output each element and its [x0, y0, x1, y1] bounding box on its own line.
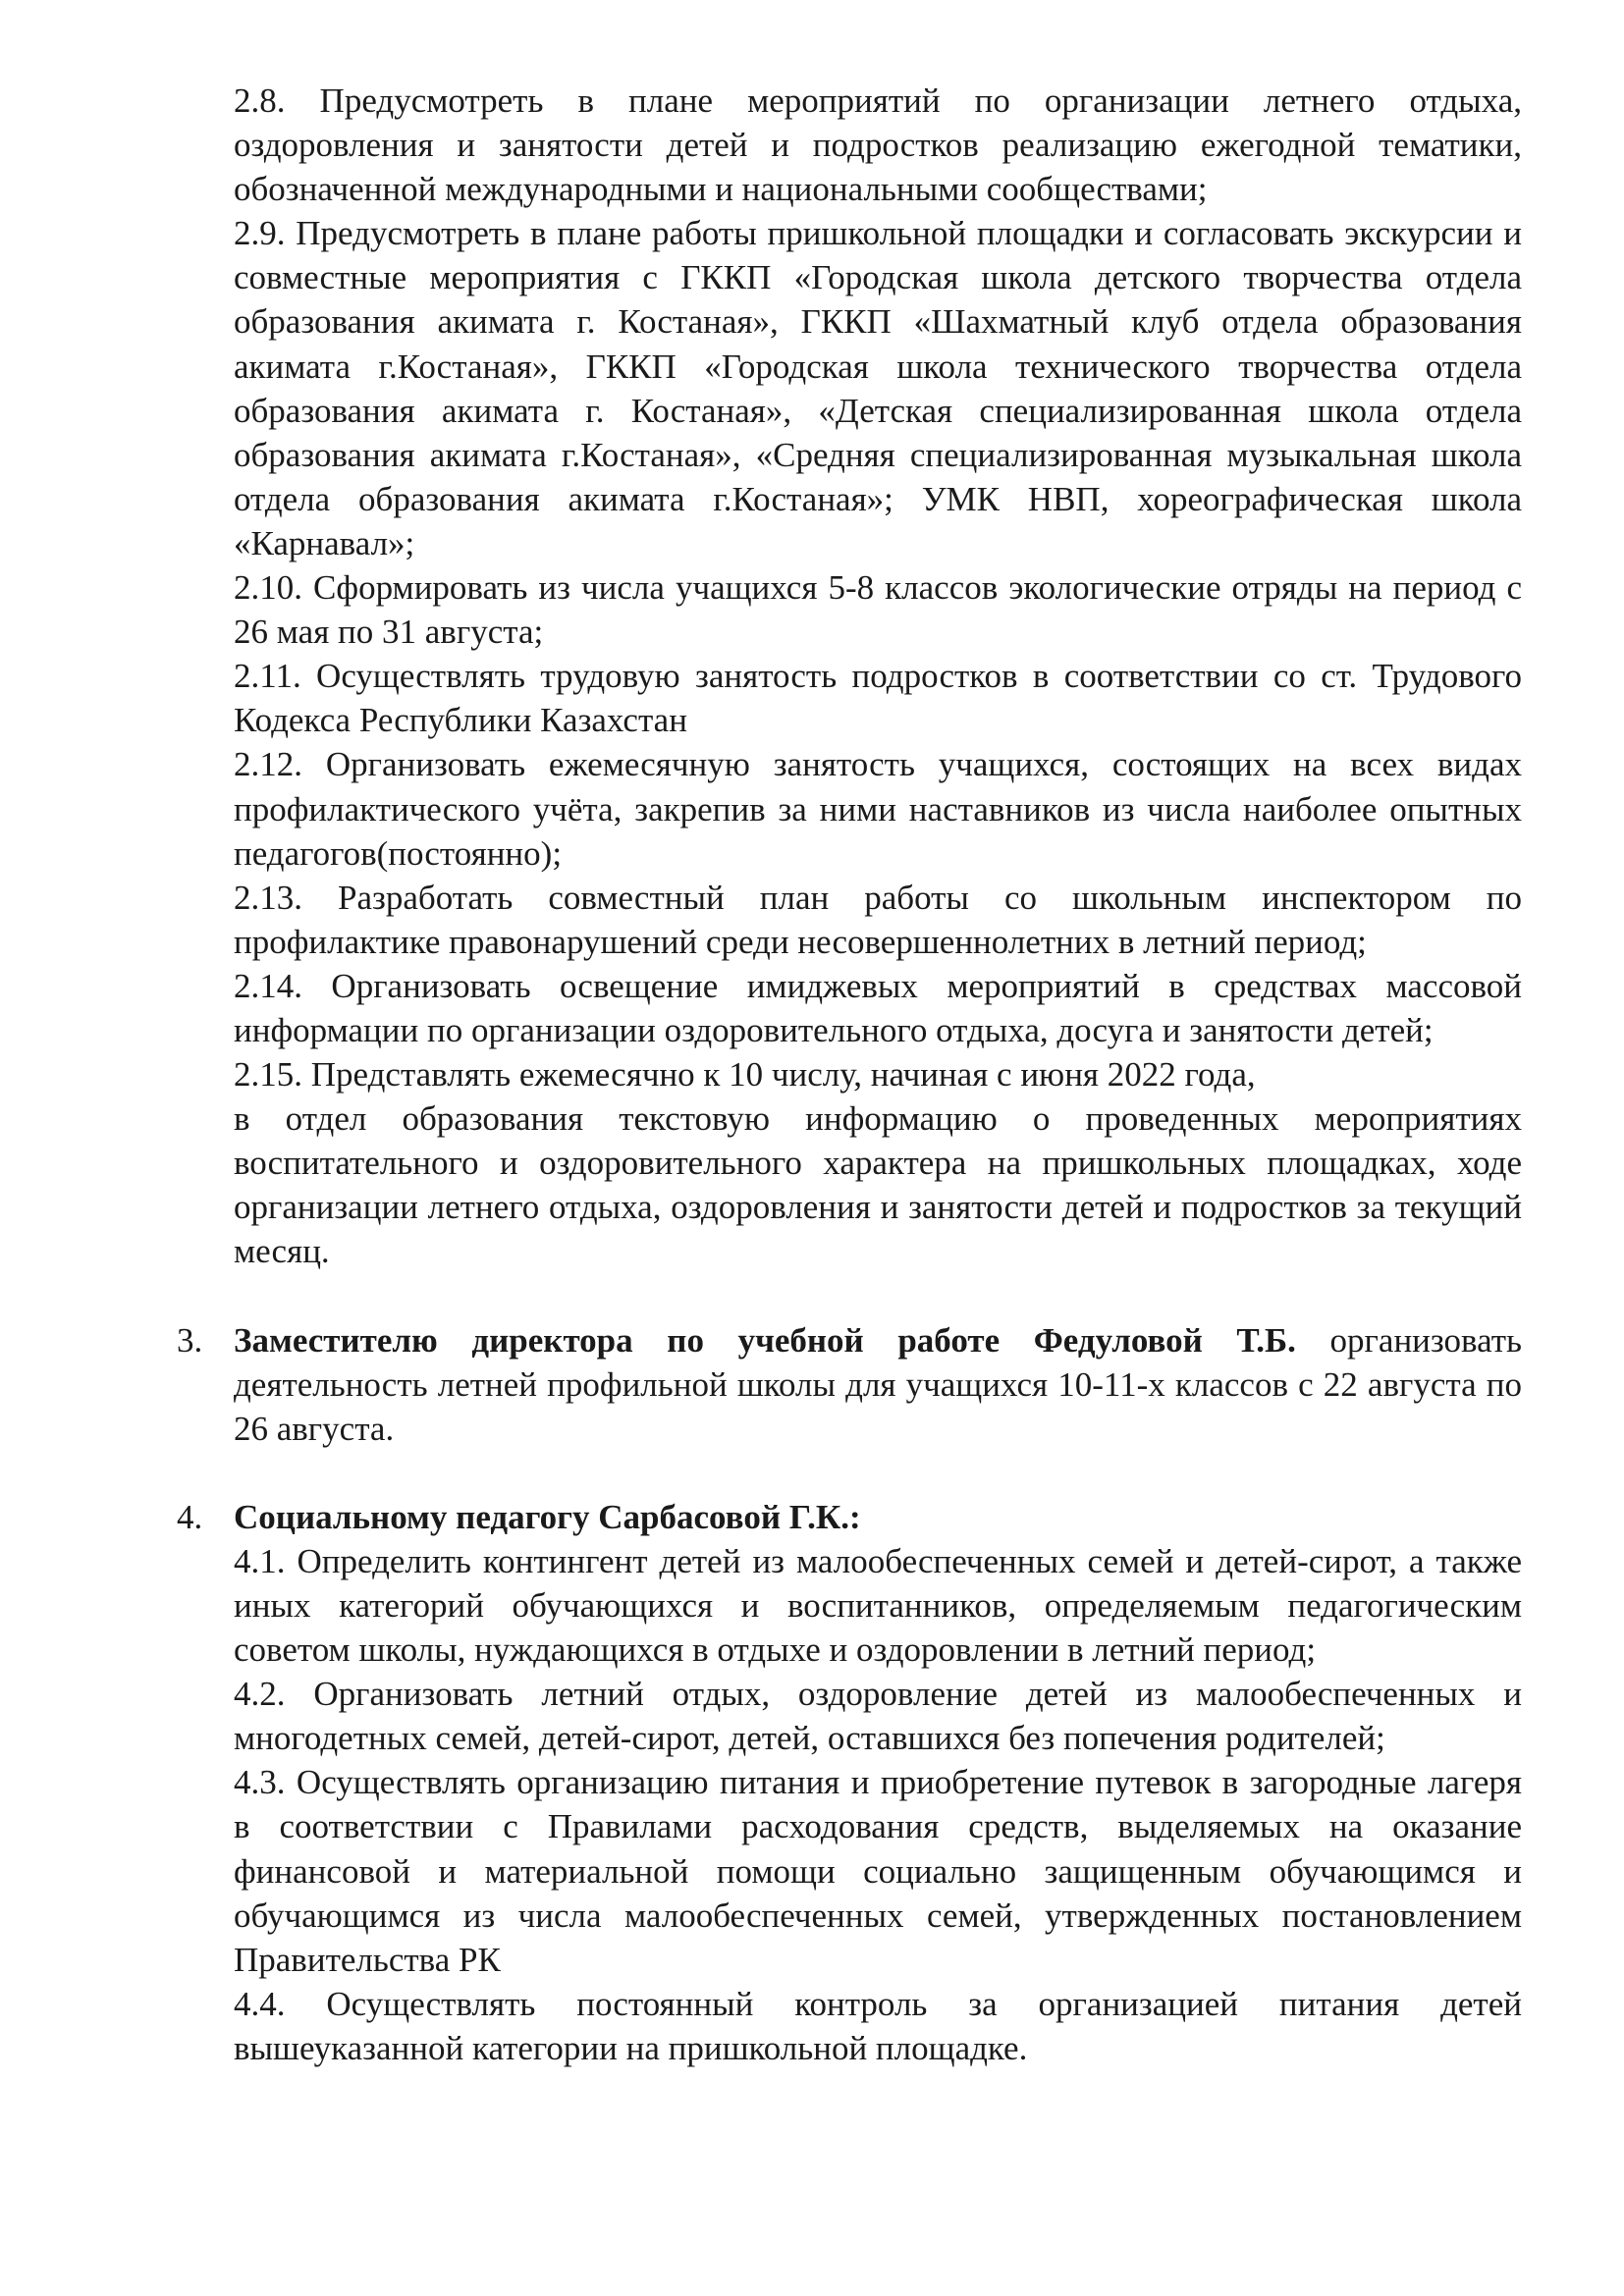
section-3-instruction: организовать деятельность летней профильной школы для учащихся 10-11-х классов с 22 августа по 26 августа.	[234, 1320, 1522, 1448]
item-2-10: 2.10. Сформировать из числа учащихся 5-8 классов экологические отряды на период с 26 мая по 31 августа;	[234, 568, 1522, 652]
item-2-9: 2.9. Предусмотреть в плане работы пришкольной площадки и согласовать экскурсии и совместные мероприятия с ГККП «Городская школа детского творчества отдела образования акимата г. Костаная», ГККП «Шахматный клуб отдела образования акимата г.Костаная», ГККП «Городская школа технического творчества отдела образования акимата г. Костаная», «Детская специализированная школа отдела образования акимата г.Костаная», «Средняя специализированная музыкальная школа отдела образования акимата г.Костаная»; УМК НВП, хореографическая школа «Карнавал»;	[234, 214, 1522, 562]
item-2-8: 2.8. Предусмотреть в плане мероприятий по организации летнего отдыха, оздоровления и занятости детей и подростков реализацию ежегодной тематики, обозначенной международными и национальными сообществами;	[234, 81, 1522, 209]
item-2-15-continuation: в отдел образования текстовую информацию о проведенных мероприятиях воспитательного и оздоровительного характера на пришкольных площадках, ходе организации летнего отдыха, оздоровления и занятости детей и подростков за текущий месяц.	[234, 1099, 1522, 1271]
document-body	[177, 79, 1522, 2070]
item-4-1: 4.1. Определить контингент детей из малообеспеченных семей и детей-сирот, а также иных категорий обучающихся и воспитанников, определяемым педагогическим советом школы, нуждающихся в отдыхе и оздоровлении в летний период;	[234, 1541, 1522, 1670]
section-3-number: 3.	[177, 1320, 203, 1360]
section-4-heading: Социальному педагогу Сарбасовой Г.К.:	[234, 1497, 861, 1536]
section-3-text	[234, 1318, 1522, 1451]
item-2-12: 2.12. Организовать ежемесячную занятость учащихся, состоящих на всех видах профилактического учёта, закрепив за ними наставников из числа наиболее опытных педагогов(постоянно);	[234, 745, 1522, 873]
item-2-11: 2.11. Осуществлять трудовую занятость подростков в соответствии со ст. Трудового Кодекса Республики Казахстан	[234, 657, 1522, 740]
item-4-2: 4.2. Организовать летний отдых, оздоровление детей из малообеспеченных и многодетных семей, детей-сирот, детей, оставшихся без попечения родителей;	[234, 1675, 1522, 1758]
item-2-14: 2.14. Организовать освещение имиджевых мероприятий в средствах массовой информации по организации оздоровительного отдыха, досуга и занятости детей;	[234, 966, 1522, 1049]
item-4-3: 4.3. Осуществлять организацию питания и приобретение путевок в загородные лагеря в соответствии с Правилами расходования средств, выделяемых на оказание финансовой и материальной помощи социально защищенным обучающимся и обучающимся из числа малообеспеченных семей, утвержденных постановлением Правительства РК	[234, 1763, 1522, 1979]
item-2-13: 2.13. Разработать совместный план работы со школьным инспектором по профилактике правонарушений среди несовершеннолетних в летний период;	[234, 878, 1522, 961]
item-2-15-first-line: 2.15. Представлять ежемесячно к 10 числу, начиная с июня 2022 года,	[234, 1055, 1256, 1095]
section-4-number: 4.	[177, 1497, 203, 1536]
item-4-4: 4.4. Осуществлять постоянный контроль за организацией питания детей вышеуказанной категории на пришкольной площадке.	[234, 1984, 1522, 2067]
spacer	[234, 1274, 1522, 1318]
section-4	[177, 1495, 1522, 2070]
spacer	[234, 1451, 1522, 1495]
section-3-addressee: Заместителю директора по учебной работе Федуловой Т.Б.	[234, 1320, 1296, 1360]
section-3	[177, 1318, 1522, 1451]
